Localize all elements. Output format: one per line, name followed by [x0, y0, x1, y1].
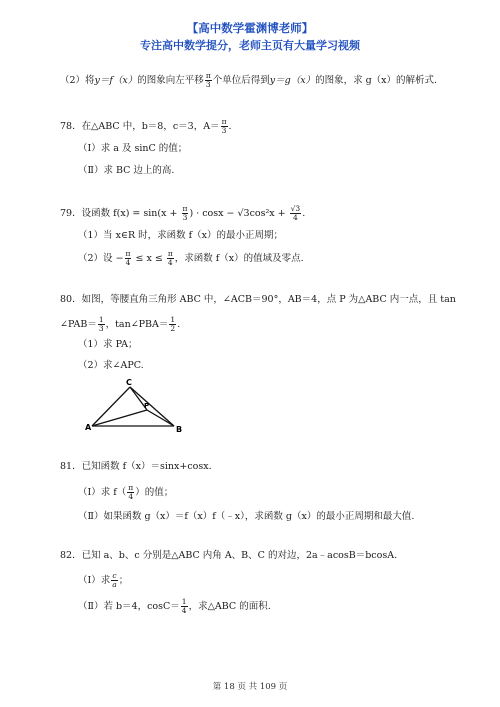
q82-part2: （Ⅱ）若 b＝4，cosC＝ $\frac{1}{4}$ ，求△ABC 的面积.: [78, 597, 271, 615]
fraction: $\frac{c}{a}$: [112, 571, 117, 589]
fraction: $\frac{\pi}{3}$: [221, 117, 227, 135]
label-c: C: [126, 378, 132, 387]
fraction: $\frac{\pi}{4}$: [125, 249, 131, 267]
q79-part1: （1）当 x∈R 时，求函数 f（x）的最小正周期；: [78, 230, 284, 241]
header-subtitle: 专注高中数学提分，老师主页有大量学习视频: [140, 39, 360, 52]
q82-part1: （Ⅰ）求 $\frac{c}{a}$ ；: [78, 571, 129, 589]
side-cb: [130, 387, 174, 426]
q78-part2: （Ⅱ）求 BC 边上的高.: [78, 165, 175, 176]
fraction: $\frac{1}{4}$: [181, 597, 187, 615]
segment-bp: [147, 410, 174, 426]
q81-part1: （Ⅰ）求 f（ $\frac{\pi}{4}$ ）的值；: [78, 483, 174, 501]
q80-question-line2: ∠PAB＝ $\frac{1}{3}$ ，tan∠PBA＝ $\frac{1}{2}$ .: [60, 315, 181, 333]
q81-part2: （Ⅱ）如果函数 g（x）＝f（x）f（﹣x），求函数 g（x）的最小正周期和最大值.: [78, 511, 415, 522]
triangle-figure: [84, 378, 194, 434]
fraction: $\frac{\pi}{3}$: [205, 71, 211, 89]
q80-part2: （2）求∠APC.: [78, 360, 144, 371]
q80-question: 80．如图，等腰直角三角形 ABC 中，∠ACB＝90°，AB＝4，点 P 为△ABC 内一点，且 tan: [60, 294, 456, 305]
label-b: B: [176, 425, 183, 434]
q79-part2: （2）设 − $\frac{\pi}{4}$ ≤ x ≤ $\frac{\pi}{4}$ ，求函数 f（x）的值域及零点.: [78, 249, 304, 267]
fraction: $\frac{1}{3}$: [98, 315, 104, 333]
q78-part1: （Ⅰ）求 a 及 sinC 的值；: [78, 143, 188, 154]
header-title: 【高中数学霍渊博老师】: [186, 21, 314, 35]
fraction: $\frac{\pi}{3}$: [182, 204, 188, 222]
fraction: $\frac{\pi}{4}$: [167, 249, 173, 267]
q79-question: 79．设函数 f(x) = sin(x + $\frac{\pi}{3}$ ) · cosx − √3cos²x + $\frac{√3}{4}$ .: [60, 204, 306, 222]
q78-question: 78．在△ABC 中，b＝8，c＝3，A＝ $\frac{\pi}{3}$ .: [60, 117, 232, 135]
q80-part1: （1）求 PA；: [78, 339, 138, 350]
q81-question: 81．已知函数 f（x）＝sinx+cosx.: [60, 461, 212, 472]
page-footer: 第 18 页 共 109 页: [212, 682, 288, 692]
fraction: $\frac{1}{2}$: [170, 315, 176, 333]
q77-part2: （2）将y＝f（x）的图象向左平移 $\frac{\pi}{3}$ 个单位后得到y＝g（x）的图象，求 g（x）的解析式.: [60, 71, 438, 89]
label-p: P: [144, 402, 150, 410]
fraction: $\frac{\pi}{4}$: [128, 483, 134, 501]
q82-question: 82．已知 a、b、c 分别是△ABC 内角 A、B、C 的对边，2a﹣acosB＝bcosA.: [60, 550, 398, 561]
label-a: A: [85, 423, 92, 432]
fraction: $\frac{√3}{4}$: [290, 204, 301, 222]
